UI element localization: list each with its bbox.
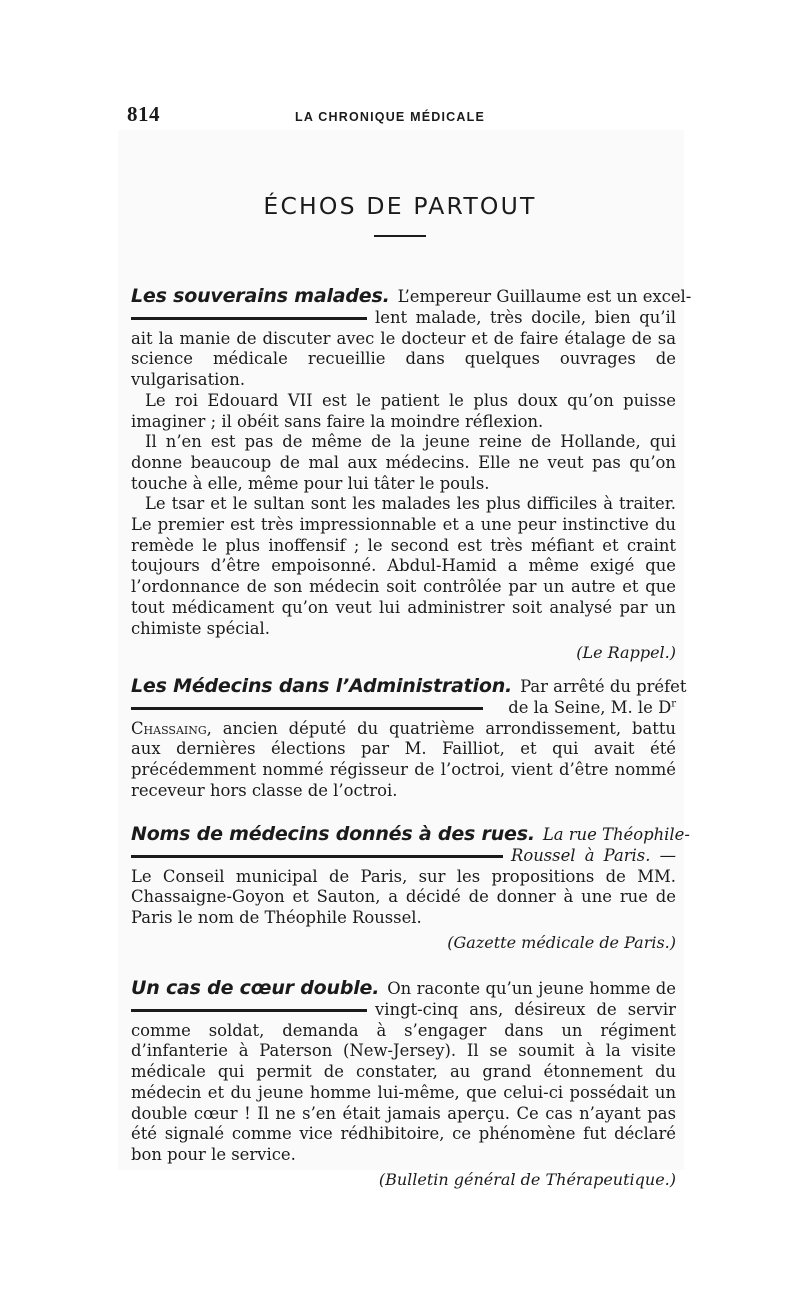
article-paragraph: Il n’en est pas de même de la jeune reine de Hollande, qui donne beaucoup de mal aux médecins. Elle ne veut pas qu’on touche à elle, même pour lui tâter le pouls. [131, 432, 676, 493]
article-noms-de-rues [131, 823, 690, 954]
article-headline-row [131, 823, 690, 846]
article-rule-row [131, 308, 676, 329]
article-heading: Noms de médecins donnés à des rues. [131, 823, 535, 845]
article-rule-row [131, 698, 676, 719]
article-paragraph: ait la manie de discuter avec le docteur et de faire étalage de sa science médicale recueillie dans quelques ouvrages de vulgarisation. [131, 328, 676, 390]
article-lead-second: de la Seine, M. le D [508, 698, 672, 717]
article-paragraph [131, 719, 676, 802]
article-heading: Les Médecins dans l’Administration. [131, 675, 513, 697]
article-paragraph: Le tsar et le sultan sont les malades les plus difficiles à traiter. Le premier est très impressionnable et a une peur instinctive du remède le plus inoffensif ; le second est très méfiant et craint toujours d’être empoisonné. Abdul-Hamid a même exigé que l’ordonnance de son médecin soit contrôlée par un autre et que tout médicament qu’on veut lui administrer soit analysé par un chimiste spécial. [131, 494, 676, 638]
article-source: (Le Rappel.) [576, 643, 676, 663]
article-heading: Un cas de cœur double. [131, 977, 380, 999]
article-lead-first: On raconte qu’un jeune homme de [387, 979, 676, 998]
article-source: (Gazette médicale de Paris.) [447, 932, 676, 952]
article-lead-first: La rue Théophile- [542, 825, 690, 844]
heading-underline [131, 855, 503, 858]
article-paragraph: Le Conseil municipal de Paris, sur les propositions de MM. Chassaigne-Goyon et Sauton, a décidé de donner à une rue de Paris le nom de Théophile Roussel. [131, 866, 676, 928]
superscript: r [671, 698, 676, 710]
article-headline-row [131, 978, 676, 1000]
article-lead-second-wrap [491, 698, 676, 719]
article-coeur-double [131, 978, 676, 1190]
heading-underline [131, 317, 367, 320]
article-lead-second: Roussel à Paris. — [511, 846, 676, 865]
article-paragraph-text: , ancien député du quatrième arrondissement, battu aux dernières élections par M. Failliot, et qui avait été précédemment nommé régisseur de l’octroi, vient d’être nommé receveur hors classe de l’octroi. [131, 718, 676, 800]
article-headline-row [131, 285, 692, 308]
person-name: Chassaing [131, 718, 207, 738]
heading-underline [131, 1009, 367, 1012]
article-paragraph: Le roi Edouard VII est le patient le plus doux qu’on puisse imaginer ; il obéit sans faire la moindre réflexion. [131, 390, 676, 431]
article-paragraph: comme soldat, demanda à s’engager dans un régiment d’infanterie à Paterson (New-Jersey). Il se soumit à la visite médicale qui permit de constater, au grand étonnement du médecin et du jeune homme lui-même, que celui-ci possédait un double cœur ! Il ne s’en était jamais aperçu. Ce cas n’ayant pas été signalé comme vice rédhibitoire, ce phénomène fut déclaré bon pour le service. [131, 1020, 676, 1164]
article-rule-row [131, 846, 676, 867]
article-heading: Les souverains malades. [131, 285, 390, 307]
article-medecins-administration [131, 675, 687, 802]
article-souverains [131, 285, 692, 664]
journal-title: LA CHRONIQUE MÉDICALE [295, 110, 486, 124]
heading-underline [131, 707, 483, 710]
section-title: ÉCHOS DE PARTOUT [263, 191, 537, 220]
title-rule [374, 235, 426, 237]
article-lead-second: lent malade, très docile, bien qu’il [375, 308, 676, 327]
article-rule-row [131, 1000, 676, 1021]
page-number: 814 [127, 102, 160, 126]
article-lead-first: Par arrêté du préfet [520, 677, 687, 696]
article-lead-second: vingt-cinq ans, désireux de servir [375, 1000, 676, 1019]
article-source: (Bulletin général de Thérapeutique.) [378, 1169, 676, 1189]
article-headline-row [131, 675, 687, 698]
running-header [127, 102, 673, 128]
article-lead-first: L’empereur Guillaume est un excel- [397, 287, 692, 306]
